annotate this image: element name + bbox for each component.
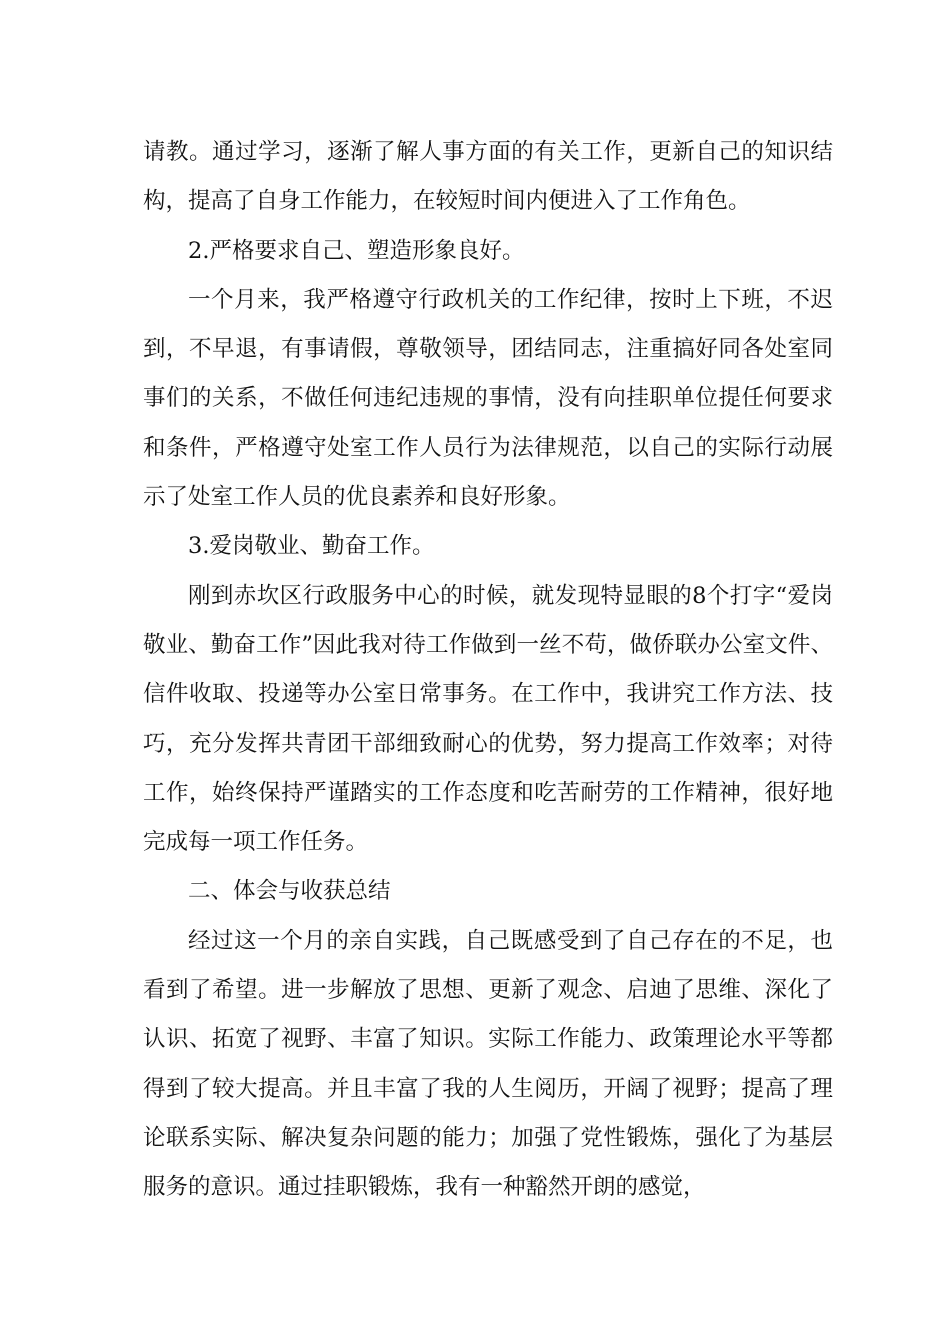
subheading-strict-requirements: 2.严格要求自己、塑造形象良好。 [188,237,525,264]
paragraph-service-center: 刚到赤坎区行政服务中心的时候，就发现特显眼的8个打字“爱岗敬业、勤奋工作”因此我对待工作做到一丝不苟，做侨联办公室文件、信件收取、投递等办公室日常事务。在工作中，我讲究工作方法、技巧，充分发挥共青团干部细致耐心的优势，努力提高工作效率；对待工作，始终保持严谨踏实的工作态度和吃苦耐劳的工作精神，很好地完成每一项工作任务。 [143,582,833,856]
paragraph-experience: 经过这一个月的亲自实践，自己既感受到了自己存在的不足，也看到了希望。进一步解放了思想、更新了观念、启迪了思维、深化了认识、拓宽了视野、丰富了知识。实际工作能力、政策理论水平等都得到了较大提高。并且丰富了我的人生阅历，开阔了视野；提高了理论联系实际、解决复杂问题的能力；加强了党性锻炼，强化了为基层服务的意识。通过挂职锻炼，我有一种豁然开朗的感觉， [143,927,833,1201]
document-body [143,128,833,1213]
section-heading-summary: 二、体会与收获总结 [188,878,391,905]
paragraph-continuation: 请教。通过学习，逐渐了解人事方面的有关工作，更新自己的知识结构，提高了自身工作能力，在较短时间内便进入了工作角色。 [143,139,833,215]
subheading-dedication: 3.爱岗敬业、勤奋工作。 [188,533,435,560]
paragraph-work-discipline: 一个月来，我严格遵守行政机关的工作纪律，按时上下班，不迟到，不早退，有事请假，尊敬领导，团结同志，注重搞好同各处室同事们的关系，不做任何违纪违规的事情，没有向挂职单位提任何要求和条件，严格遵守处室工作人员行为法律规范，以自己的实际行动展示了处室工作人员的优良素养和良好形象。 [143,286,833,511]
